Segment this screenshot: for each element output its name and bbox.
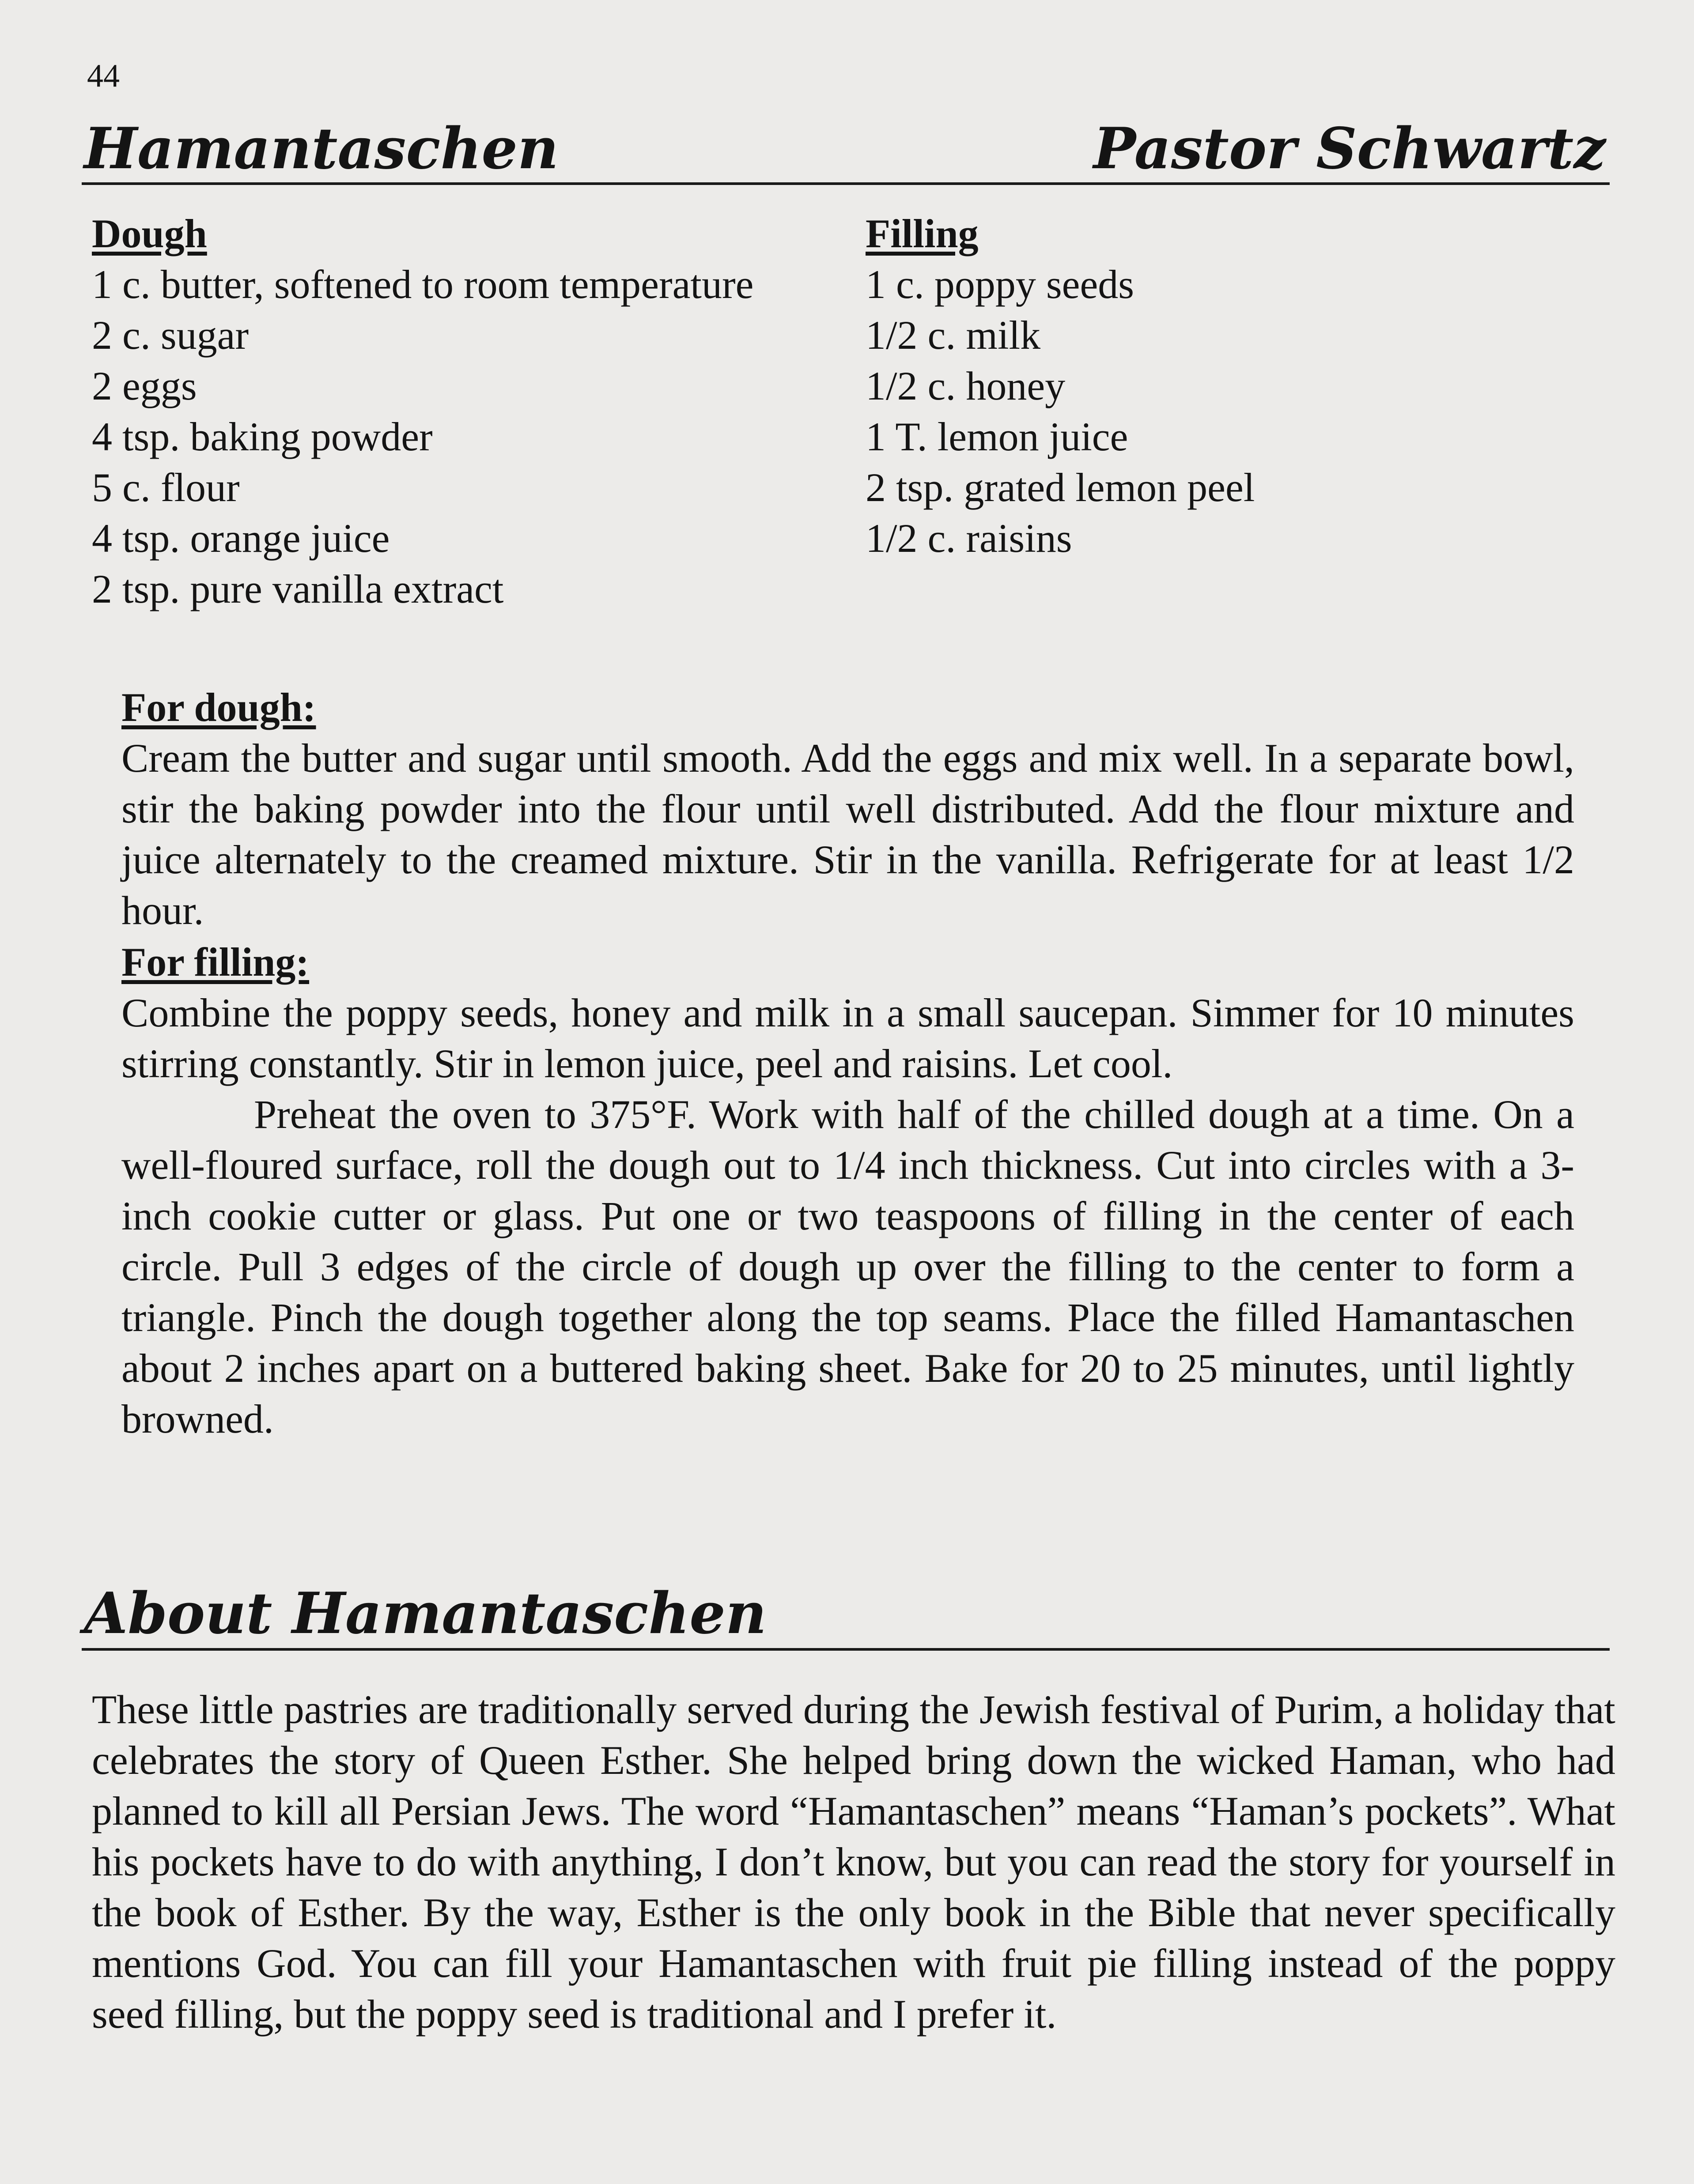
directions xyxy=(121,682,1574,1445)
list-item: 1 c. poppy seeds xyxy=(866,262,1134,307)
list-item: 1/2 c. raisins xyxy=(866,516,1072,561)
list-item: 4 tsp. baking powder xyxy=(92,414,433,459)
recipe-author: Pastor Schwartz xyxy=(1093,116,1606,182)
list-item: 4 tsp. orange juice xyxy=(92,516,390,561)
list-item: 1/2 c. honey xyxy=(866,363,1066,408)
filling-section xyxy=(866,208,1255,564)
assembly-directions-text: Preheat the oven to 375°F. Work with half of the chilled dough at a time. On a well-floured surface, roll the dough out to 1/4 inch thickness. Cut into circles with a 3-inch cookie cutter or glass. Put one or two teaspoons of filling in the center of each circle. Pull 3 edges of the circle of dough up over the filling to the center to form a triangle. Pinch the dough together along the top seams. Place the filled Hamantaschen about 2 inches apart on a buttered baking sheet. Bake for 20 to 25 minutes, until lightly browned. xyxy=(121,1092,1574,1441)
list-item: 1 c. butter, softened to room temperature xyxy=(92,262,754,307)
list-item: 2 tsp. pure vanilla extract xyxy=(92,566,504,611)
dough-ingredient-list xyxy=(92,259,753,615)
recipe-title: Hamantaschen xyxy=(84,116,559,182)
list-item: 2 c. sugar xyxy=(92,313,249,358)
dough-directions-text: Cream the butter and sugar until smooth. Add the eggs and mix well. In a separate bowl, stir the baking powder into the flour until well distributed. Add the flour mixture and juice alternately to the creamed mixture. Stir in the vanilla. Refrigerate for at least 1/2 hour. xyxy=(121,736,1574,933)
list-item: 2 eggs xyxy=(92,363,197,408)
about-text: These little pastries are traditionally served during the Jewish festival of Purim, a holiday that celebrates the story of Queen Esther. She helped bring down the wicked Haman, who had planned to kill all Persian Jews. The word “Hamantaschen” means “Haman’s pockets”. What his pockets have to do with anything, I don’t know, but you can read the story for yourself in the book of Esther. By the way, Esther is the only book in the Bible that never specifically mentions God. You can fill your Hamantaschen with fruit pie filling instead of the poppy seed filling, but the poppy seed is traditional and I prefer it. xyxy=(92,1687,1615,2037)
filling-directions-text: Combine the poppy seeds, honey and milk in a small saucepan. Simmer for 10 minutes stirring constantly. Stir in lemon juice, peel and raisins. Let cool. xyxy=(121,990,1574,1086)
list-item: 1/2 c. milk xyxy=(866,313,1041,358)
filling-directions-heading: For filling: xyxy=(121,939,310,984)
filling-ingredient-list xyxy=(866,259,1255,564)
page-number: 44 xyxy=(87,58,120,94)
dough-heading: Dough xyxy=(92,211,207,256)
list-item: 5 c. flour xyxy=(92,465,240,510)
about-title: About Hamantaschen xyxy=(84,1580,767,1647)
list-item: 1 T. lemon juice xyxy=(866,414,1128,459)
title-rule xyxy=(82,182,1610,185)
dough-section xyxy=(92,208,753,615)
dough-directions-heading: For dough: xyxy=(121,685,316,730)
about-rule xyxy=(82,1648,1610,1651)
filling-heading: Filling xyxy=(866,211,979,256)
list-item: 2 tsp. grated lemon peel xyxy=(866,465,1255,510)
